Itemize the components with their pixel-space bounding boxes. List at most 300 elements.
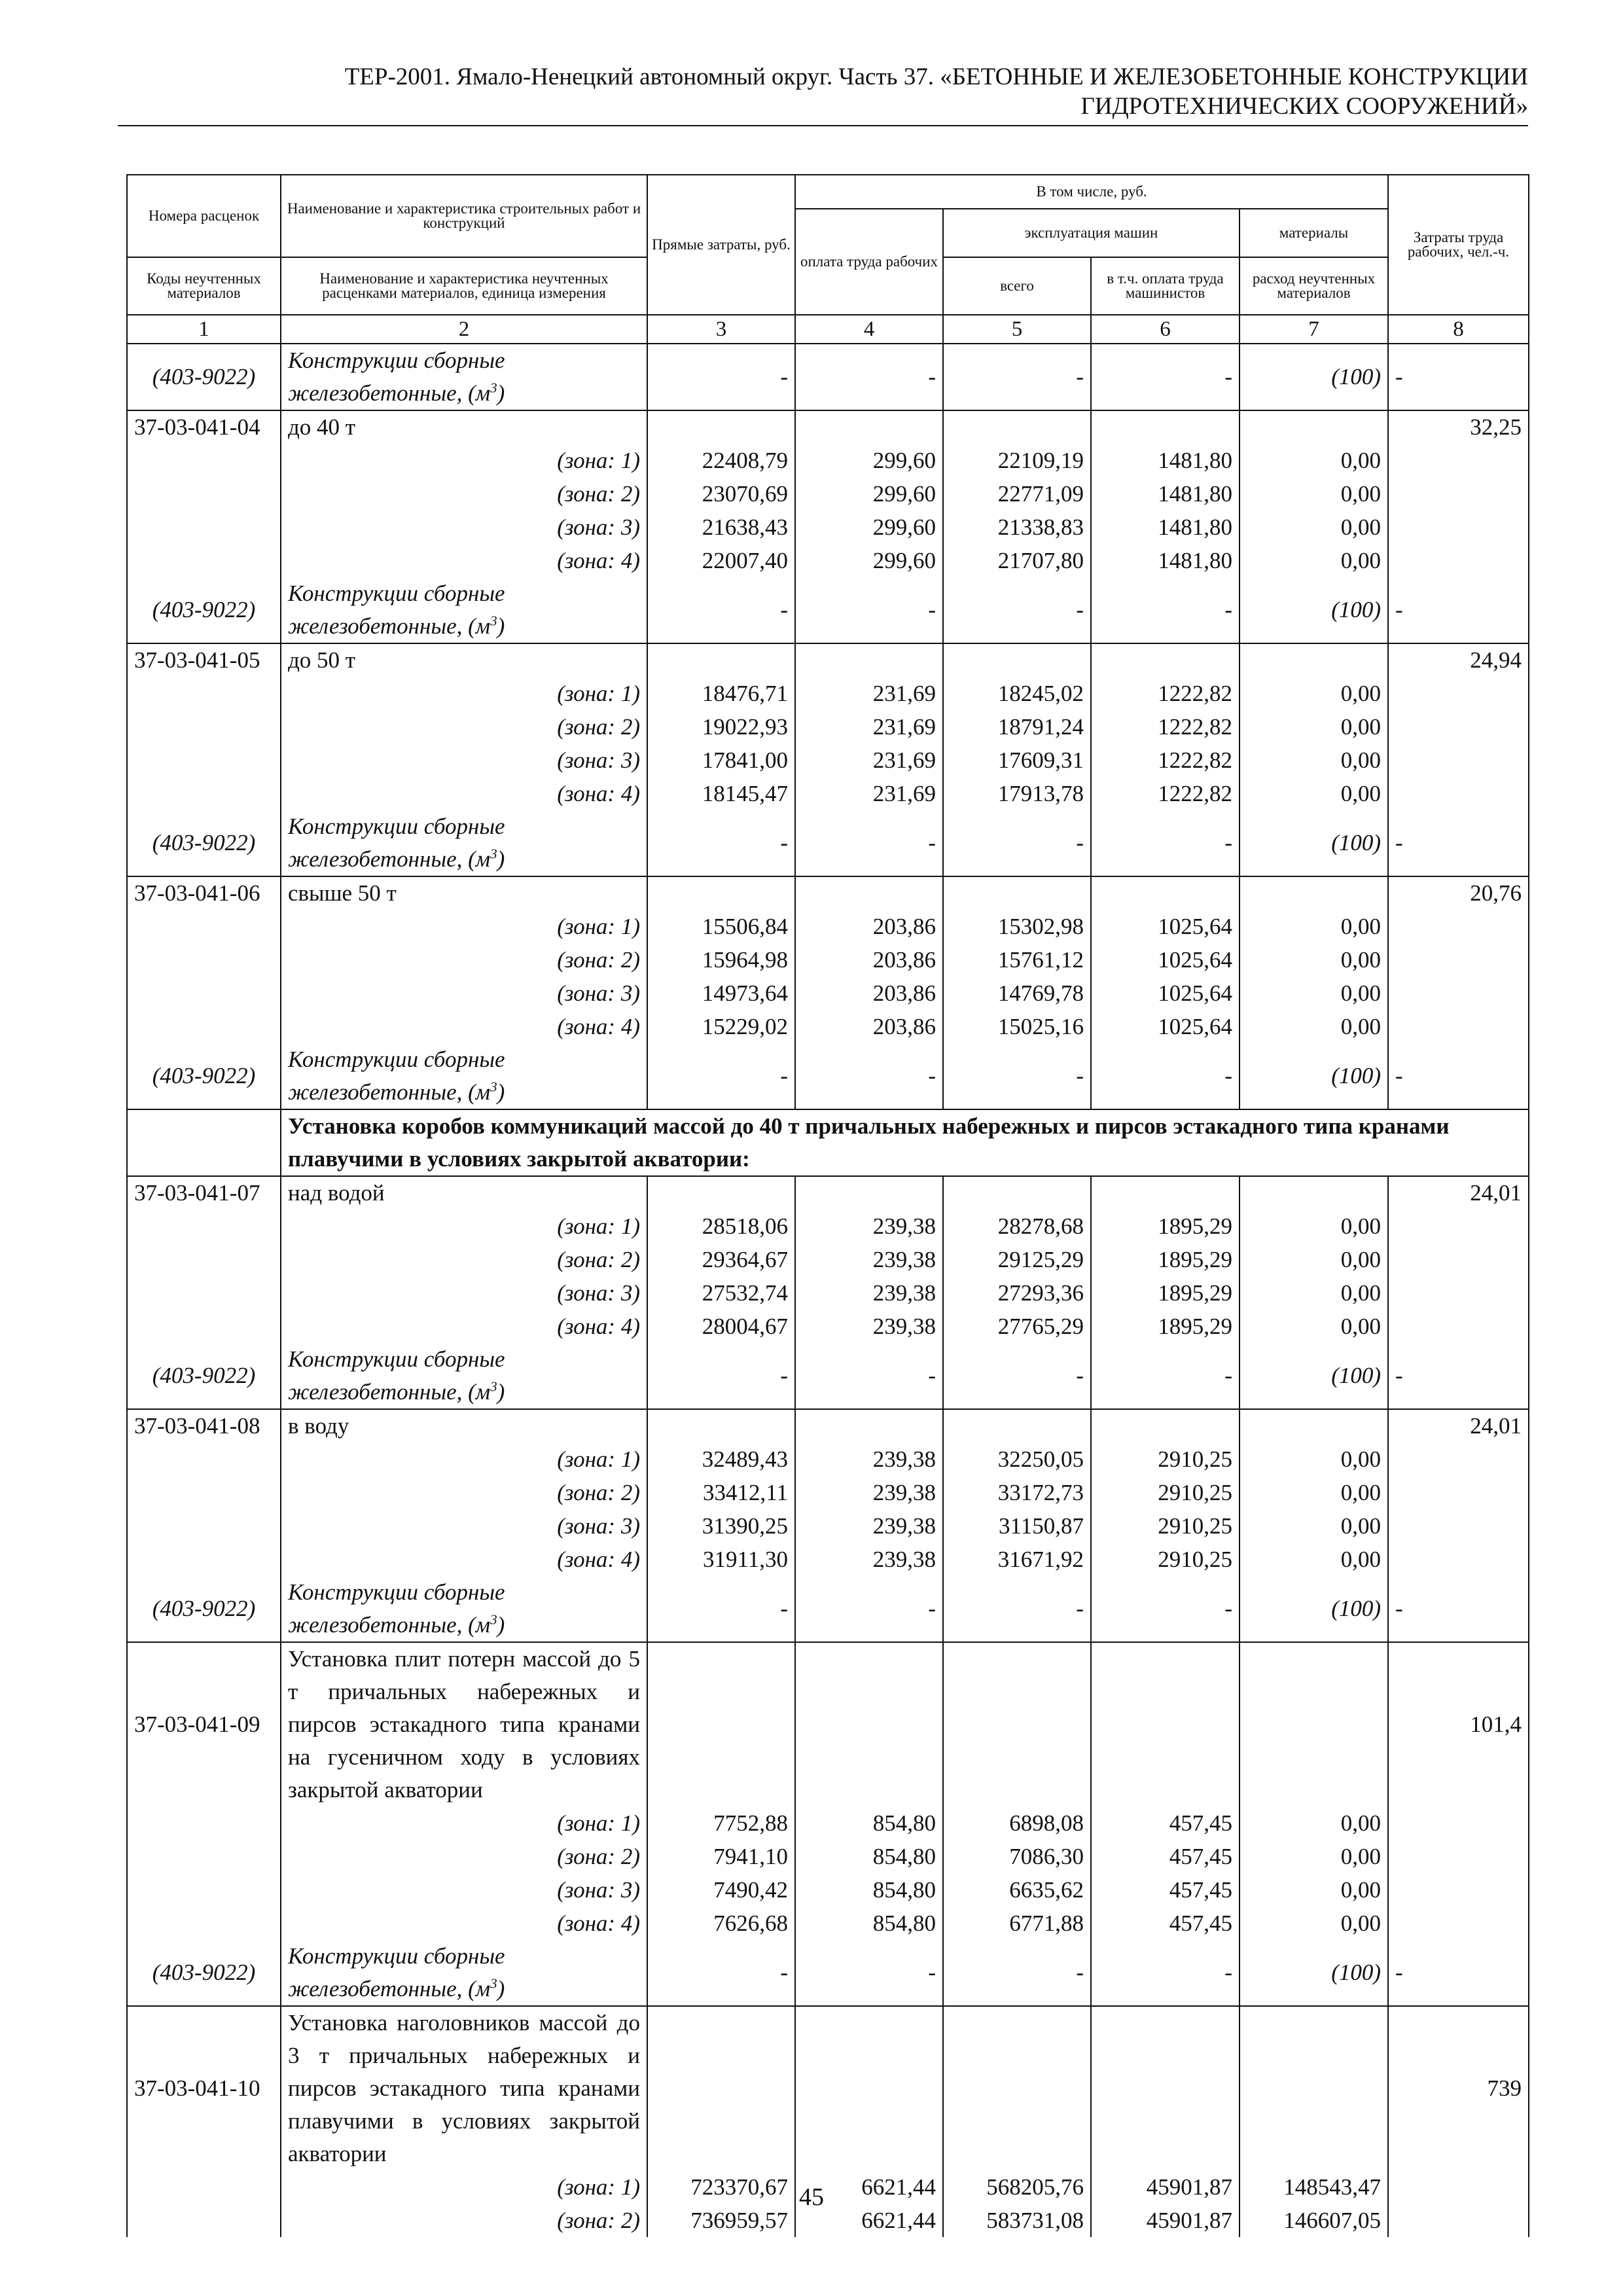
zone-row	[127, 444, 1529, 477]
zone-value: 31390,25	[647, 1509, 795, 1543]
zone-value: 0,00	[1240, 910, 1388, 943]
zone-label: (зона: 1)	[281, 1806, 647, 1840]
material-row	[127, 344, 1529, 410]
material-row	[127, 1576, 1529, 1642]
dash-cell: -	[1388, 1940, 1529, 2006]
zone-value: 27532,74	[647, 1276, 795, 1310]
zone-value: 239,38	[795, 1243, 943, 1276]
machines-header: эксплуатация машин	[943, 209, 1240, 257]
empty-cell	[943, 1642, 1091, 1806]
material-name	[281, 810, 647, 876]
material-name	[281, 577, 647, 643]
zone-row	[127, 777, 1529, 810]
empty-cell	[647, 410, 795, 444]
zone-value: 239,38	[795, 1476, 943, 1509]
material-name-text: Конструкции сборные железобетонные, (м	[288, 814, 505, 872]
zone-row	[127, 1873, 1529, 1907]
empty-cell	[127, 1010, 281, 1043]
rate-row	[127, 643, 1529, 677]
empty-cell	[127, 1873, 281, 1907]
dash-cell: -	[943, 344, 1091, 410]
zone-value: 0,00	[1240, 444, 1388, 477]
empty-cell	[127, 1543, 281, 1576]
zone-value: 457,45	[1091, 1873, 1240, 1907]
column-number: 5	[943, 315, 1091, 344]
zone-value: 7626,68	[647, 1907, 795, 1940]
zone-value: 18245,02	[943, 677, 1091, 710]
empty-cell	[127, 1806, 281, 1840]
dash-cell: -	[795, 1043, 943, 1109]
empty-cell	[1091, 2006, 1240, 2170]
rate-row	[127, 1409, 1529, 1443]
rate-name: над водой	[281, 1176, 647, 1210]
zone-value: 0,00	[1240, 1806, 1388, 1840]
column-number: 2	[281, 315, 647, 344]
empty-cell	[1240, 2006, 1388, 2170]
unit-superscript: 3	[490, 846, 497, 862]
material-code: (403-9022)	[127, 1343, 281, 1409]
zone-value: 6635,62	[943, 1873, 1091, 1907]
zone-label: (зона: 1)	[281, 1210, 647, 1243]
zone-value: 31150,87	[943, 1509, 1091, 1543]
zone-value: 1222,82	[1091, 677, 1240, 710]
col7-header: расход неучтенных материалов	[1240, 257, 1388, 315]
unit-close: )	[497, 1379, 505, 1405]
dash-cell: -	[943, 810, 1091, 876]
zone-value: 1222,82	[1091, 744, 1240, 777]
rate-row	[127, 876, 1529, 910]
zone-value: 1025,64	[1091, 977, 1240, 1010]
zone-value: 568205,76	[943, 2170, 1091, 2204]
zone-label: (зона: 1)	[281, 677, 647, 710]
dash-cell: -	[1091, 1343, 1240, 1409]
zone-value: 0,00	[1240, 477, 1388, 511]
column-numbers-row	[127, 315, 1529, 344]
zone-value: 1481,80	[1091, 511, 1240, 544]
dash-cell: -	[1091, 1940, 1240, 2006]
zone-label: (зона: 4)	[281, 1010, 647, 1043]
empty-cell	[127, 777, 281, 810]
empty-cell	[127, 1476, 281, 1509]
zone-value: 0,00	[1240, 1476, 1388, 1509]
zone-label: (зона: 4)	[281, 1310, 647, 1343]
material-qty: (100)	[1240, 344, 1388, 410]
dash-cell: -	[1388, 810, 1529, 876]
material-code: (403-9022)	[127, 1576, 281, 1642]
unit-superscript: 3	[490, 613, 497, 629]
zone-value: 22007,40	[647, 544, 795, 577]
zone-value: 22771,09	[943, 477, 1091, 511]
dash-cell: -	[795, 1940, 943, 2006]
dash-cell: -	[795, 344, 943, 410]
rate-name: до 50 т	[281, 643, 647, 677]
zone-value: 854,80	[795, 1907, 943, 1940]
labor-cost: 24,01	[1388, 1409, 1529, 1443]
zone-value: 31911,30	[647, 1543, 795, 1576]
material-row	[127, 1940, 1529, 2006]
zone-value: 28518,06	[647, 1210, 795, 1243]
material-code: (403-9022)	[127, 810, 281, 876]
zone-value: 15964,98	[647, 943, 795, 977]
empty-cell	[1388, 511, 1529, 544]
empty-cell	[1388, 1806, 1529, 1840]
section-title: Установка коробов коммуникаций массой до 40 т причальных набережных и пирсов эстакадного типа кранами плавучими в условиях закрытой акватории:	[281, 1109, 1529, 1176]
zone-row	[127, 677, 1529, 710]
zone-value: 0,00	[1240, 1840, 1388, 1873]
zone-value: 17609,31	[943, 744, 1091, 777]
zone-value: 239,38	[795, 1509, 943, 1543]
empty-cell	[127, 1310, 281, 1343]
zone-row	[127, 1010, 1529, 1043]
material-qty: (100)	[1240, 577, 1388, 643]
rate-name: Установка плит потерн массой до 5 т причальных набережных и пирсов эстакадного типа кранами на гусеничном ходу в условиях закрытой акватории	[281, 1642, 647, 1806]
empty-cell	[943, 876, 1091, 910]
zone-value: 299,60	[795, 477, 943, 511]
zone-label: (зона: 4)	[281, 544, 647, 577]
zone-value: 1222,82	[1091, 710, 1240, 744]
zone-value: 45901,87	[1091, 2204, 1240, 2237]
zone-value: 0,00	[1240, 943, 1388, 977]
zone-value: 15302,98	[943, 910, 1091, 943]
material-qty: (100)	[1240, 1576, 1388, 1642]
zone-value: 31671,92	[943, 1543, 1091, 1576]
zone-value: 21638,43	[647, 511, 795, 544]
material-name	[281, 1043, 647, 1109]
dash-cell: -	[1091, 577, 1240, 643]
zone-row	[127, 1806, 1529, 1840]
zone-value: 231,69	[795, 677, 943, 710]
zone-value: 239,38	[795, 1210, 943, 1243]
unit-superscript: 3	[490, 380, 497, 396]
zone-value: 22408,79	[647, 444, 795, 477]
empty-cell	[127, 511, 281, 544]
empty-cell	[943, 1176, 1091, 1210]
zone-row	[127, 744, 1529, 777]
running-header	[118, 62, 1528, 121]
empty-cell	[795, 2006, 943, 2170]
dash-cell: -	[943, 577, 1091, 643]
material-name-text: Конструкции сборные железобетонные, (м	[288, 1047, 505, 1105]
zone-label: (зона: 2)	[281, 477, 647, 511]
empty-cell	[1240, 1409, 1388, 1443]
zone-value: 0,00	[1240, 1873, 1388, 1907]
rates-table	[126, 174, 1529, 2237]
empty-cell	[1388, 444, 1529, 477]
zone-value: 15506,84	[647, 910, 795, 943]
zone-value: 0,00	[1240, 1210, 1388, 1243]
empty-cell	[1388, 677, 1529, 710]
zone-value: 0,00	[1240, 1310, 1388, 1343]
rate-code: 37-03-041-05	[127, 643, 281, 677]
zone-row	[127, 910, 1529, 943]
zone-value: 29364,67	[647, 1243, 795, 1276]
zone-value: 203,86	[795, 1010, 943, 1043]
empty-cell	[1091, 1176, 1240, 1210]
zone-row	[127, 1907, 1529, 1940]
zone-value: 2910,25	[1091, 1443, 1240, 1476]
group-header: В том числе, руб.	[795, 175, 1388, 209]
zone-value: 19022,93	[647, 710, 795, 744]
zone-label: (зона: 1)	[281, 2170, 647, 2204]
dash-cell: -	[795, 1343, 943, 1409]
empty-cell	[1240, 643, 1388, 677]
zone-value: 457,45	[1091, 1806, 1240, 1840]
zone-value: 0,00	[1240, 744, 1388, 777]
col6-header: в т.ч. оплата труда машинистов	[1091, 257, 1240, 315]
zone-value: 231,69	[795, 744, 943, 777]
column-number: 4	[795, 315, 943, 344]
zone-value: 1481,80	[1091, 444, 1240, 477]
dash-cell: -	[1091, 810, 1240, 876]
zone-label: (зона: 3)	[281, 744, 647, 777]
zone-label: (зона: 2)	[281, 1476, 647, 1509]
empty-cell	[1240, 410, 1388, 444]
unit-superscript: 3	[490, 1975, 497, 1992]
labor-cost: 20,76	[1388, 876, 1529, 910]
rate-name: свыше 50 т	[281, 876, 647, 910]
zone-value: 854,80	[795, 1873, 943, 1907]
empty-cell	[1388, 710, 1529, 744]
empty-cell	[943, 2006, 1091, 2170]
column-number: 6	[1091, 315, 1240, 344]
zone-value: 6621,44	[795, 2204, 943, 2237]
zone-value: 2910,25	[1091, 1543, 1240, 1576]
col2-top-header: Наименование и характеристика строительных работ и конструкций	[281, 175, 647, 257]
empty-cell	[1388, 777, 1529, 810]
column-number: 8	[1388, 315, 1529, 344]
column-number: 7	[1240, 315, 1388, 344]
empty-cell	[127, 677, 281, 710]
zone-value: 6771,88	[943, 1907, 1091, 1940]
rate-code: 37-03-041-07	[127, 1176, 281, 1210]
empty-cell	[1091, 410, 1240, 444]
dash-cell: -	[795, 577, 943, 643]
zone-label: (зона: 1)	[281, 910, 647, 943]
zone-label: (зона: 3)	[281, 511, 647, 544]
empty-cell	[647, 1409, 795, 1443]
empty-cell	[1091, 643, 1240, 677]
zone-value: 2910,25	[1091, 1476, 1240, 1509]
empty-cell	[1388, 1907, 1529, 1940]
zone-value: 723370,67	[647, 2170, 795, 2204]
zone-value: 231,69	[795, 710, 943, 744]
material-name-text: Конструкции сборные железобетонные, (м	[288, 581, 505, 639]
dash-cell: -	[647, 1343, 795, 1409]
empty-cell	[1388, 1276, 1529, 1310]
zone-value: 17913,78	[943, 777, 1091, 810]
zone-value: 33172,73	[943, 1476, 1091, 1509]
zone-label: (зона: 1)	[281, 1443, 647, 1476]
empty-cell	[795, 876, 943, 910]
material-name	[281, 1576, 647, 1642]
zone-value: 0,00	[1240, 544, 1388, 577]
header-line-2: ГИДРОТЕХНИЧЕСКИХ СООРУЖЕНИЙ»	[1080, 93, 1528, 120]
zone-value: 299,60	[795, 511, 943, 544]
col8-header: Затраты труда рабочих, чел.-ч.	[1388, 175, 1529, 315]
zone-value: 0,00	[1240, 677, 1388, 710]
zone-label: (зона: 2)	[281, 1243, 647, 1276]
zone-row	[127, 1276, 1529, 1310]
labor-cost: 739	[1388, 2006, 1529, 2170]
zone-value: 1025,64	[1091, 943, 1240, 977]
zone-value: 28278,68	[943, 1210, 1091, 1243]
zone-value: 0,00	[1240, 1543, 1388, 1576]
zone-value: 854,80	[795, 1840, 943, 1873]
zone-row	[127, 544, 1529, 577]
zone-value: 148543,47	[1240, 2170, 1388, 2204]
empty-cell	[647, 876, 795, 910]
unit-close: )	[497, 1079, 505, 1105]
zone-value: 6898,08	[943, 1806, 1091, 1840]
empty-cell	[943, 410, 1091, 444]
zone-value: 1481,80	[1091, 544, 1240, 577]
column-number: 3	[647, 315, 795, 344]
empty-cell	[1388, 1243, 1529, 1276]
labor-cost: 101,4	[1388, 1642, 1529, 1806]
zone-value: 583731,08	[943, 2204, 1091, 2237]
zone-value: 0,00	[1240, 1243, 1388, 1276]
zone-value: 239,38	[795, 1443, 943, 1476]
empty-cell	[1388, 744, 1529, 777]
zone-value: 736959,57	[647, 2204, 795, 2237]
material-code: (403-9022)	[127, 1043, 281, 1109]
material-qty: (100)	[1240, 1343, 1388, 1409]
col3-header: Прямые затраты, руб.	[647, 175, 795, 315]
unit-close: )	[497, 613, 505, 639]
zone-value: 457,45	[1091, 1907, 1240, 1940]
material-row	[127, 1343, 1529, 1409]
dash-cell: -	[647, 577, 795, 643]
empty-cell	[1388, 1443, 1529, 1476]
column-number: 1	[127, 315, 281, 344]
empty-cell	[795, 1409, 943, 1443]
empty-cell	[795, 643, 943, 677]
zone-value: 0,00	[1240, 1907, 1388, 1940]
zone-label: (зона: 2)	[281, 2204, 647, 2237]
empty-cell	[127, 1907, 281, 1940]
empty-cell	[1388, 943, 1529, 977]
zone-value: 2910,25	[1091, 1509, 1240, 1543]
empty-cell	[127, 1840, 281, 1873]
zone-label: (зона: 4)	[281, 1907, 647, 1940]
materials-header: материалы	[1240, 209, 1388, 257]
zone-value: 854,80	[795, 1806, 943, 1840]
empty-cell	[1388, 1509, 1529, 1543]
zone-value: 22109,19	[943, 444, 1091, 477]
rate-name: Установка наголовников массой до 3 т причальных набережных и пирсов эстакадного типа кранами плавучими в условиях закрытой акватории	[281, 2006, 647, 2170]
empty-cell	[647, 1642, 795, 1806]
zone-value: 32489,43	[647, 1443, 795, 1476]
dash-cell: -	[1388, 1576, 1529, 1642]
empty-cell	[1388, 977, 1529, 1010]
empty-cell	[1388, 544, 1529, 577]
zone-value: 29125,29	[943, 1243, 1091, 1276]
labor-cost: 24,01	[1388, 1176, 1529, 1210]
zone-row	[127, 1509, 1529, 1543]
zone-value: 203,86	[795, 943, 943, 977]
zone-row	[127, 1443, 1529, 1476]
empty-cell	[127, 744, 281, 777]
zone-value: 15025,16	[943, 1010, 1091, 1043]
header-row-1	[127, 175, 1529, 209]
dash-cell: -	[943, 1576, 1091, 1642]
labor-cost: 24,94	[1388, 643, 1529, 677]
col1-top-header: Номера расценок	[127, 175, 281, 257]
zone-value: 1895,29	[1091, 1276, 1240, 1310]
rate-name: до 40 т	[281, 410, 647, 444]
zone-value: 15229,02	[647, 1010, 795, 1043]
zone-label: (зона: 3)	[281, 1509, 647, 1543]
zone-value: 1895,29	[1091, 1210, 1240, 1243]
rate-row	[127, 2006, 1529, 2170]
rate-name: в воду	[281, 1409, 647, 1443]
zone-row	[127, 1310, 1529, 1343]
empty-cell	[1388, 1010, 1529, 1043]
zone-value: 1025,64	[1091, 910, 1240, 943]
empty-cell	[795, 1176, 943, 1210]
empty-cell	[647, 2006, 795, 2170]
zone-value: 28004,67	[647, 1310, 795, 1343]
empty-cell	[127, 710, 281, 744]
material-qty: (100)	[1240, 810, 1388, 876]
zone-value: 18791,24	[943, 710, 1091, 744]
empty-cell	[127, 943, 281, 977]
material-name-text: Конструкции сборные железобетонные, (м	[288, 1943, 505, 2001]
material-code: (403-9022)	[127, 1940, 281, 2006]
material-name	[281, 1940, 647, 2006]
col4-header: оплата труда рабочих	[795, 209, 943, 315]
zone-value: 0,00	[1240, 777, 1388, 810]
empty-cell	[127, 1509, 281, 1543]
zone-value: 299,60	[795, 544, 943, 577]
zone-value: 7752,88	[647, 1806, 795, 1840]
dash-cell: -	[1091, 1043, 1240, 1109]
dash-cell: -	[795, 810, 943, 876]
zone-row	[127, 710, 1529, 744]
empty-cell	[1091, 1409, 1240, 1443]
empty-cell	[1240, 1176, 1388, 1210]
zone-value: 0,00	[1240, 511, 1388, 544]
zone-value: 14769,78	[943, 977, 1091, 1010]
zone-value: 17841,00	[647, 744, 795, 777]
dash-cell: -	[1091, 344, 1240, 410]
page-number: 45	[799, 2183, 824, 2211]
zone-label: (зона: 1)	[281, 444, 647, 477]
dash-cell: -	[647, 344, 795, 410]
material-row	[127, 1043, 1529, 1109]
empty-cell	[1240, 1642, 1388, 1806]
empty-cell	[1388, 1310, 1529, 1343]
dash-cell: -	[1091, 1576, 1240, 1642]
empty-cell	[1388, 1210, 1529, 1243]
unit-superscript: 3	[490, 1611, 497, 1628]
zone-value: 0,00	[1240, 1509, 1388, 1543]
zone-value: 239,38	[795, 1543, 943, 1576]
empty-cell	[127, 477, 281, 511]
zone-value: 1895,29	[1091, 1243, 1240, 1276]
material-row	[127, 577, 1529, 643]
zone-value: 1895,29	[1091, 1310, 1240, 1343]
material-qty: (100)	[1240, 1940, 1388, 2006]
unit-superscript: 3	[490, 1378, 497, 1395]
dash-cell: -	[1388, 1043, 1529, 1109]
zone-value: 23070,69	[647, 477, 795, 511]
empty-cell	[1388, 477, 1529, 511]
material-name	[281, 344, 647, 410]
dash-cell: -	[1388, 1343, 1529, 1409]
dash-cell: -	[647, 810, 795, 876]
zone-row	[127, 477, 1529, 511]
